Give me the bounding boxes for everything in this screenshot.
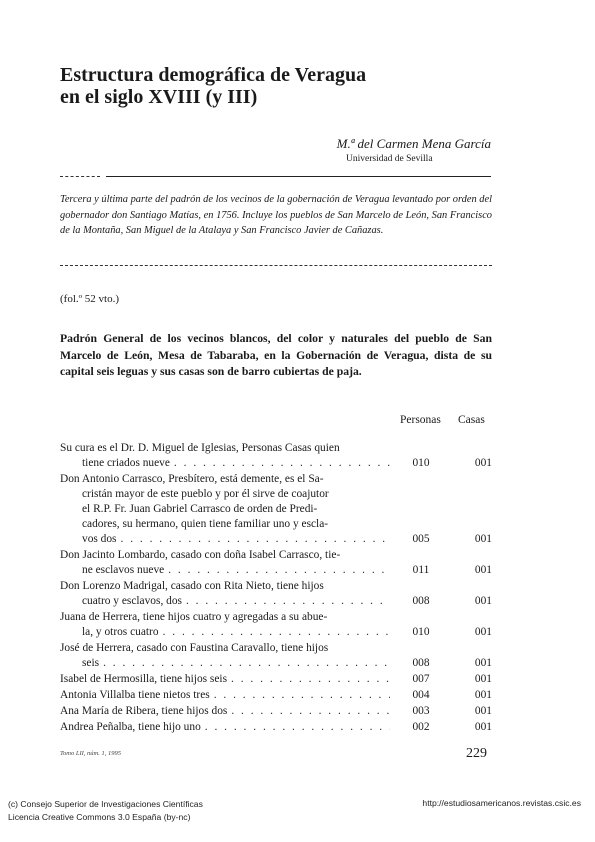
casas-value: 001 — [474, 626, 492, 638]
section-heading: Padrón General de los vecinos blancos, del color y naturales del pueblo de San Marcelo de León, Mesa de Tabaraba, en la Gobernación de Veragua, dista de su capital seis leguas y sus casas son de barro cubiertas de paja. — [60, 332, 492, 378]
entry-text-line: el R.P. Fr. Juan Gabriel Carrasco de orden de Predi- — [82, 503, 318, 515]
census-entry — [60, 687, 492, 703]
personas-value: 011 — [412, 564, 430, 576]
journal-issue: Tomo LII, núm. 1, 1995 — [60, 750, 121, 757]
top-rule — [106, 176, 491, 177]
author-name: M.ª del Carmen Mena García — [336, 136, 491, 151]
casas-value: 001 — [474, 689, 492, 701]
entry-text-line: seis — [82, 657, 100, 669]
personas-value: 010 — [412, 626, 430, 638]
casas-value: 001 — [474, 673, 492, 685]
column-header-personas: Personas — [400, 414, 441, 426]
entry-text-line: tiene criados nueve — [82, 457, 170, 469]
abstract-bottom-rule — [60, 265, 492, 266]
personas-value: 010 — [412, 457, 430, 469]
casas-value: 001 — [474, 533, 492, 545]
dot-leader — [174, 456, 390, 471]
census-entry — [60, 703, 492, 719]
entry-final-line — [60, 704, 492, 719]
entry-text-line: la, y otros cuatro — [82, 626, 159, 638]
personas-value: 008 — [412, 657, 430, 669]
column-header-casas: Casas — [458, 414, 485, 426]
casas-value: 001 — [474, 595, 492, 607]
entry-text-line: cristán mayor de este pueblo y por él sirve de coajutor — [82, 488, 329, 500]
entry-final-line — [60, 456, 492, 471]
census-entry — [60, 547, 492, 578]
entry-final-line — [60, 625, 492, 640]
license-line-1: (c) Consejo Superior de Investigaciones Científicas — [8, 799, 203, 809]
casas-value: 001 — [474, 564, 492, 576]
casas-value: 001 — [474, 705, 492, 717]
entry-text-line: ne esclavos nueve — [82, 564, 165, 576]
title-line-1: Estructura demográfica de Veragua — [60, 64, 367, 86]
entry-text-line: Ana María de Ribera, tiene hijos dos — [60, 705, 228, 717]
census-entry — [60, 671, 492, 687]
entry-final-line — [60, 720, 492, 735]
entry-text-line: Isabel de Hermosilla, tiene hijos seis — [60, 673, 228, 685]
dot-leader — [231, 704, 390, 719]
entry-final-line — [60, 594, 492, 609]
dot-leader — [168, 563, 390, 578]
dot-leader — [186, 594, 390, 609]
casas-value: 001 — [474, 721, 492, 733]
personas-value: 004 — [412, 689, 430, 701]
personas-value: 005 — [412, 533, 430, 545]
entry-final-line — [60, 656, 492, 671]
article-title — [60, 64, 480, 108]
entry-text-line: cadores, su hermano, quien tiene familiar uno y escla- — [82, 518, 329, 530]
casas-value: 001 — [474, 457, 492, 469]
entry-text-line: Su cura es el Dr. D. Miguel de Iglesias, Personas Casas quien — [60, 442, 340, 454]
dot-leader — [231, 672, 390, 687]
page-number: 229 — [466, 746, 487, 761]
entry-final-line — [60, 532, 492, 547]
census-entry — [60, 719, 492, 735]
entry-text-line: cuatro y esclavos, dos — [82, 595, 182, 607]
top-rule-left — [60, 176, 100, 177]
entry-final-line — [60, 672, 492, 687]
personas-value: 008 — [412, 595, 430, 607]
dot-leader — [103, 656, 390, 671]
casas-value: 001 — [474, 657, 492, 669]
dot-leader — [163, 625, 390, 640]
license-notice — [8, 798, 203, 824]
license-line-2: Licencia Creative Commons 3.0 España (by-nc) — [8, 812, 191, 822]
entry-final-line — [60, 688, 492, 703]
census-entry — [60, 640, 492, 671]
personas-value: 007 — [412, 673, 430, 685]
census-entries — [60, 441, 492, 735]
folio-reference: (fol.º 52 vto.) — [60, 293, 120, 305]
dot-leader — [205, 720, 390, 735]
census-entry — [60, 471, 492, 547]
entry-text-line: Andrea Peñalba, tiene hijo uno — [60, 721, 201, 733]
entry-final-line — [60, 563, 492, 578]
entry-text-line: Don Antonio Carrasco, Presbítero, está demente, es el Sa- — [60, 473, 324, 485]
census-entry — [60, 609, 492, 640]
census-entry — [60, 578, 492, 609]
source-url[interactable]: http://estudiosamericanos.revistas.csic.es — [422, 798, 581, 808]
title-line-2: en el siglo XVIII (y III) — [60, 86, 258, 108]
dot-leader — [214, 688, 390, 703]
entry-text-line: Don Jacinto Lombardo, casado con doña Isabel Carrasco, tie- — [60, 549, 341, 561]
entry-text-line: vos dos — [82, 533, 117, 545]
entry-text-line: Antonia Villalba tiene nietos tres — [60, 689, 210, 701]
entry-text-line: Don Lorenzo Madrigal, casado con Rita Nieto, tiene hijos — [60, 580, 324, 592]
abstract: Tercera y última parte del padrón de los vecinos de la gobernación de Veragua levantado por orden del gobernador don Santiago Matías, en 1756. Incluye los pueblos de San Marcelo de León, San Francisco de la Montaña, San Miguel de la Atalaya y San Francisco Javier de Cañazas. — [60, 194, 492, 236]
entry-text-line: José de Herrera, casado con Faustina Caravallo, tiene hijos — [60, 642, 329, 654]
personas-value: 003 — [412, 705, 430, 717]
personas-value: 002 — [412, 721, 430, 733]
author-affiliation: Universidad de Sevilla — [346, 154, 433, 164]
census-entry — [60, 441, 492, 471]
dot-leader — [121, 532, 391, 547]
entry-text-line: Juana de Herrera, tiene hijos cuatro y agregadas a su abue- — [60, 611, 328, 623]
